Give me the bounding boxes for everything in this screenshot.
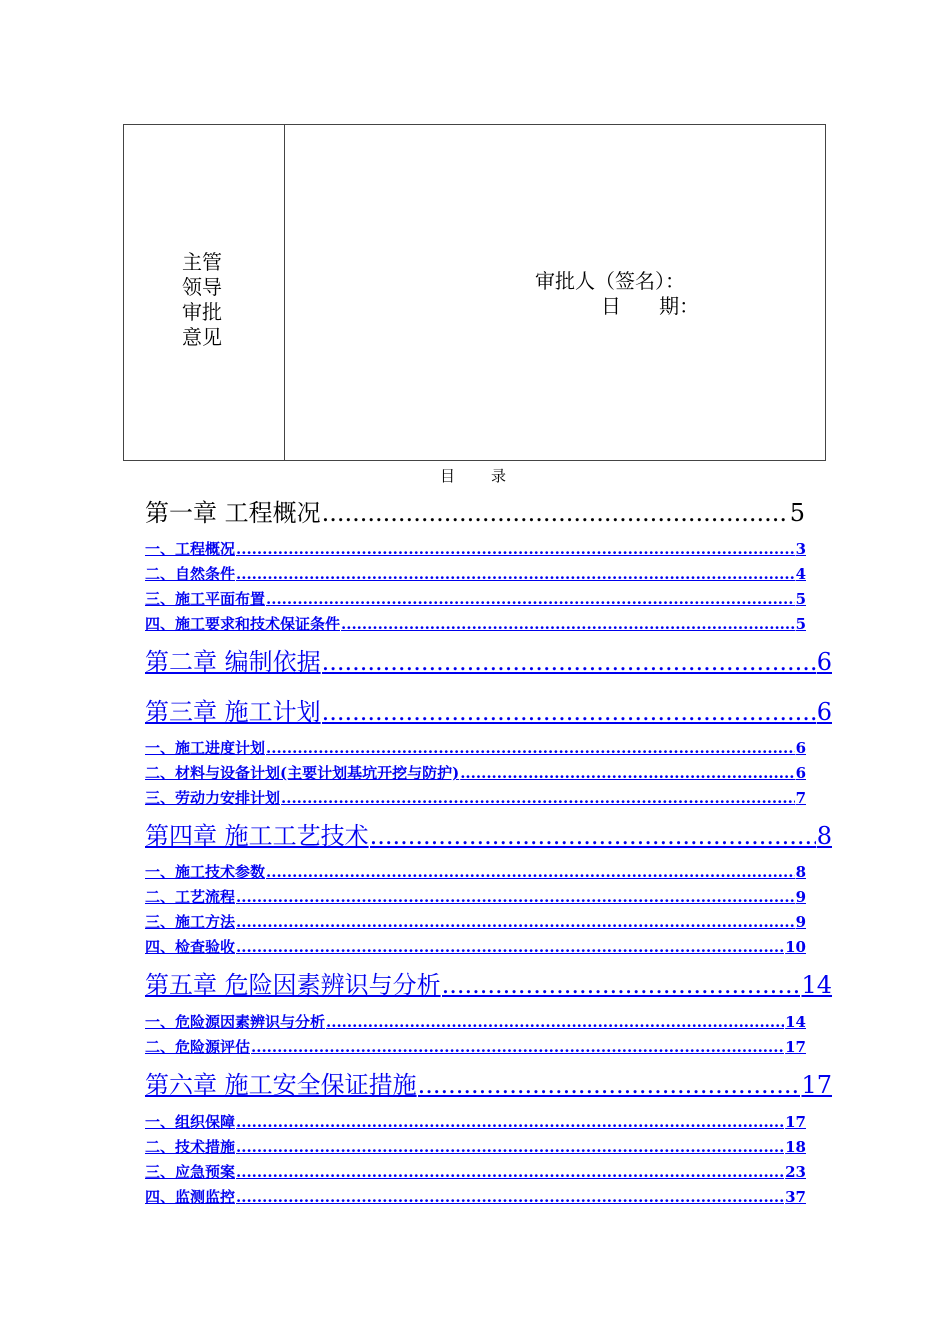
toc-page-number: 14 <box>801 971 832 999</box>
toc-page-number: 8 <box>795 863 806 881</box>
toc-chapter-3[interactable] <box>145 697 832 727</box>
approval-table <box>123 124 826 461</box>
toc-page-number: 6 <box>795 764 806 782</box>
toc-entry-text: 三、施工方法 <box>145 913 236 931</box>
toc-page-number: 23 <box>785 1163 806 1181</box>
toc-section-1-3[interactable] <box>145 590 806 609</box>
toc-section-4-3[interactable] <box>145 913 806 932</box>
toc-page-number: 5 <box>789 499 805 527</box>
toc-page-number: 9 <box>795 888 806 906</box>
toc-section-6-1[interactable] <box>145 1113 806 1132</box>
toc-section-1-4[interactable] <box>145 615 806 634</box>
toc-page-number: 7 <box>795 789 806 807</box>
toc-entry-text: 三、施工平面布置 <box>145 590 266 608</box>
toc-page-number: 8 <box>816 822 832 850</box>
toc-section-1-2[interactable] <box>145 565 806 584</box>
toc-page-number: 17 <box>801 1071 832 1099</box>
approval-content-cell <box>285 125 825 460</box>
toc-section-4-1[interactable] <box>145 863 806 882</box>
toc-entry-text: 第六章 施工安全保证措施 <box>145 1071 417 1099</box>
toc-entry-text: 四、施工要求和技术保证条件 <box>145 615 341 633</box>
toc-entry-text: 第三章 施工计划 <box>145 698 321 726</box>
toc-page-number: 3 <box>795 540 806 558</box>
toc-page-number: 10 <box>785 938 806 956</box>
toc-section-6-2[interactable] <box>145 1138 806 1157</box>
toc-chapter-5[interactable] <box>145 970 832 1000</box>
toc-page-number: 5 <box>795 590 806 608</box>
toc-section-1-1[interactable] <box>145 540 806 559</box>
toc-chapter-4[interactable] <box>145 821 832 851</box>
toc-entry-text: 四、检查验收 <box>145 938 236 956</box>
toc-section-3-1[interactable] <box>145 739 806 758</box>
toc-entry-text: 三、劳动力安排计划 <box>145 789 281 807</box>
toc-page-number: 37 <box>785 1188 806 1206</box>
toc-entry-text: 二、技术措施 <box>145 1138 236 1156</box>
toc-page-number: 6 <box>816 698 832 726</box>
toc-entry-text: 二、自然条件 <box>145 565 236 583</box>
toc-page-number: 17 <box>785 1113 806 1131</box>
toc-page-number: 6 <box>816 648 832 676</box>
approval-label: 主管领导审批意见 <box>182 249 222 349</box>
toc-section-5-2[interactable] <box>145 1038 806 1057</box>
toc-chapter-2[interactable] <box>145 647 832 677</box>
toc-entry-text: 第五章 危险因素辨识与分析 <box>145 971 441 999</box>
toc-page-number: 18 <box>785 1138 806 1156</box>
toc-entry-text: 一、危险源因素辨识与分析 <box>145 1013 326 1031</box>
toc-section-4-2[interactable] <box>145 888 806 907</box>
toc-entry-text: 三、应急预案 <box>145 1163 236 1181</box>
toc-entry-text: 二、工艺流程 <box>145 888 236 906</box>
toc-entry-text: 二、危险源评估 <box>145 1038 251 1056</box>
toc-entry-text: 第四章 施工工艺技术 <box>145 822 369 850</box>
toc-chapter-1[interactable] <box>145 498 805 528</box>
toc-section-5-1[interactable] <box>145 1013 806 1032</box>
toc-entry-text: 四、监测监控 <box>145 1188 236 1206</box>
toc-section-6-3[interactable] <box>145 1163 806 1182</box>
approval-label-cell <box>124 125 285 460</box>
toc-page-number: 4 <box>795 565 806 583</box>
toc-entry-text: 一、组织保障 <box>145 1113 236 1131</box>
toc-page-number: 5 <box>795 615 806 633</box>
toc-entry-text: 第二章 编制依据 <box>145 648 321 676</box>
toc-page-number: 17 <box>785 1038 806 1056</box>
toc-entry-text: 一、施工进度计划 <box>145 739 266 757</box>
toc-section-3-2[interactable] <box>145 764 806 783</box>
approval-date-label: 日 期： <box>601 294 700 318</box>
toc-page-number: 14 <box>785 1013 806 1031</box>
toc-entry-text: 一、工程概况 <box>145 540 236 558</box>
toc-entry-text: 第一章 工程概况 <box>145 499 321 527</box>
approver-signature-label: 审批人（签名）： <box>535 269 685 293</box>
toc-page-number: 9 <box>795 913 806 931</box>
toc-section-3-3[interactable] <box>145 789 806 808</box>
toc-entry-text: 一、施工技术参数 <box>145 863 266 881</box>
toc-chapter-6[interactable] <box>145 1070 832 1100</box>
toc-page-number: 6 <box>795 739 806 757</box>
toc-section-6-4[interactable] <box>145 1188 806 1207</box>
toc-section-4-4[interactable] <box>145 938 806 957</box>
toc-entry-text: 二、材料与设备计划(主要计划基坑开挖与防护) <box>145 764 460 782</box>
toc-title: 目录 <box>440 467 543 485</box>
